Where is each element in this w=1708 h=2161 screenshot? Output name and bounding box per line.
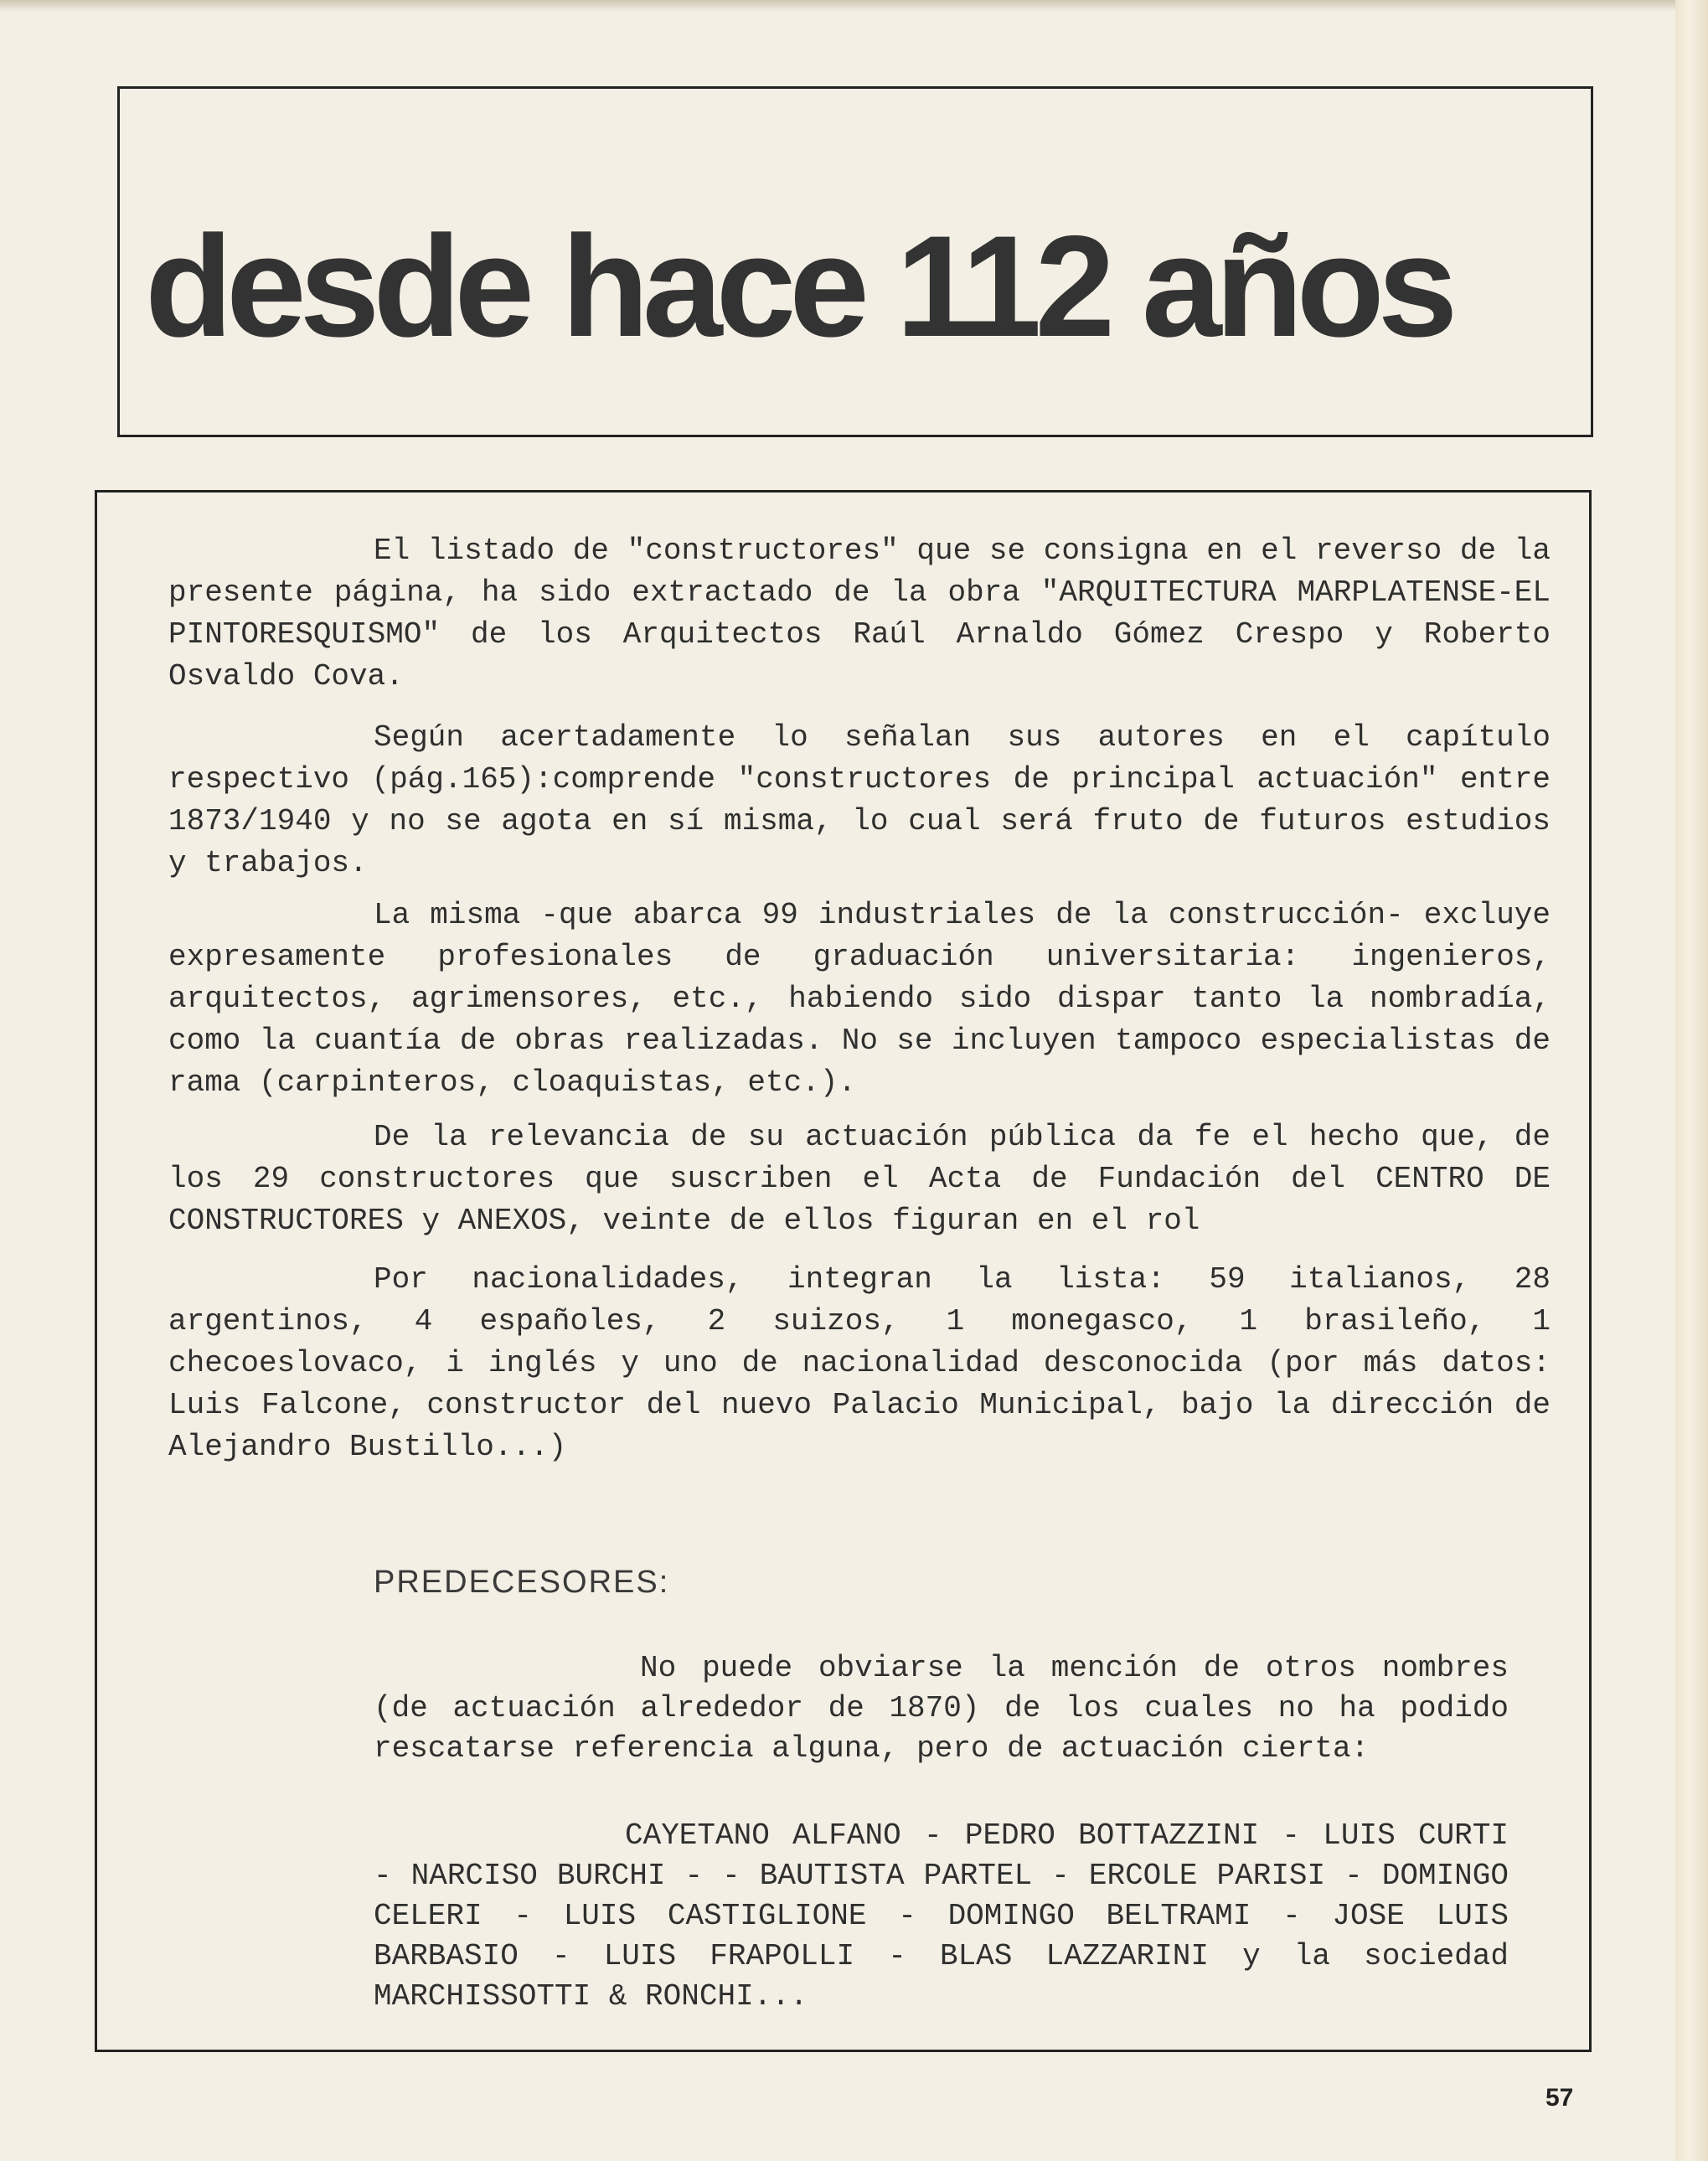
paragraph-1-text: El listado de "constructores" que se consigna en el reverso de la presente página, ha sido extractado de la obra "ARQUITECTURA MARPLATENSE-EL PINTORESQUISMO" de los Arquitectos Raúl Arnaldo Gómez Crespo y Roberto Osvaldo Cova.	[168, 534, 1551, 694]
paragraph-4	[168, 1117, 1551, 1242]
paragraph-2	[168, 717, 1551, 885]
page-right-edge	[1675, 0, 1708, 2161]
predecesores-heading: PREDECESORES:	[374, 1565, 670, 1600]
content-box	[95, 490, 1592, 2052]
paragraph-1	[168, 530, 1551, 698]
paragraph-5-text: Por nacionalidades, integran la lista: 59 italianos, 28 argentinos, 4 españoles, 2 suizos, 1 monegasco, 1 brasileño, 1 checoeslovaco, i inglés y uno de nacionalidad desconocida (por más datos: Luis Falcone, constructor del nuevo Palacio Municipal, bajo la dirección de Alejandro Bustillo...)	[168, 1262, 1551, 1464]
paragraph-3	[168, 895, 1551, 1104]
page-title: desde hace 112 años	[145, 206, 1452, 367]
predecesores-names	[374, 1816, 1509, 2017]
predecesores-intro-text: No puede obviarse la mención de otros nombres (de actuación alrededor de 1870) de los cuales no ha podido rescatarse referencia alguna, pero de actuación cierta:	[374, 1651, 1509, 1766]
title-box	[117, 86, 1593, 437]
predecesores-names-text: CAYETANO ALFANO - PEDRO BOTTAZZINI - LUIS CURTI - NARCISO BURCHI - - BAUTISTA PARTEL - ERCOLE PARISI - DOMINGO CELERI - LUIS CASTIGLIONE - DOMINGO BELTRAMI - JOSE LUIS BARBASIO - LUIS FRAPOLLI - BLAS LAZZARINI y la sociedad MARCHISSOTTI & RONCHI...	[374, 1818, 1509, 2014]
paragraph-2-text: Según acertadamente lo señalan sus autores en el capítulo respectivo (pág.165):comprende "constructores de principal actuación" entre 1873/1940 y no se agota en sí misma, lo cual será fruto de futuros estudios y trabajos.	[168, 720, 1551, 880]
predecesores-intro	[374, 1648, 1509, 1769]
paragraph-3-text: La misma -que abarca 99 industriales de la construcción- excluye expresamente profesionales de graduación universitaria: ingenieros, arquitectos, agrimensores, etc., habiendo sido dispar tanto la nombradía, como la cuantía de obras realizadas. No se incluyen tampoco especialistas de rama (carpinteros, cloaquistas, etc.).	[168, 898, 1551, 1100]
page-number: 57	[1545, 2084, 1574, 2112]
paragraph-4-text: De la relevancia de su actuación pública da fe el hecho que, de los 29 constructores que suscriben el Acta de Fundación del CENTRO DE CONSTRUCTORES y ANEXOS, veinte de ellos figuran en el rol	[168, 1120, 1551, 1238]
paragraph-5	[168, 1259, 1551, 1468]
page-top-edge	[0, 0, 1708, 12]
